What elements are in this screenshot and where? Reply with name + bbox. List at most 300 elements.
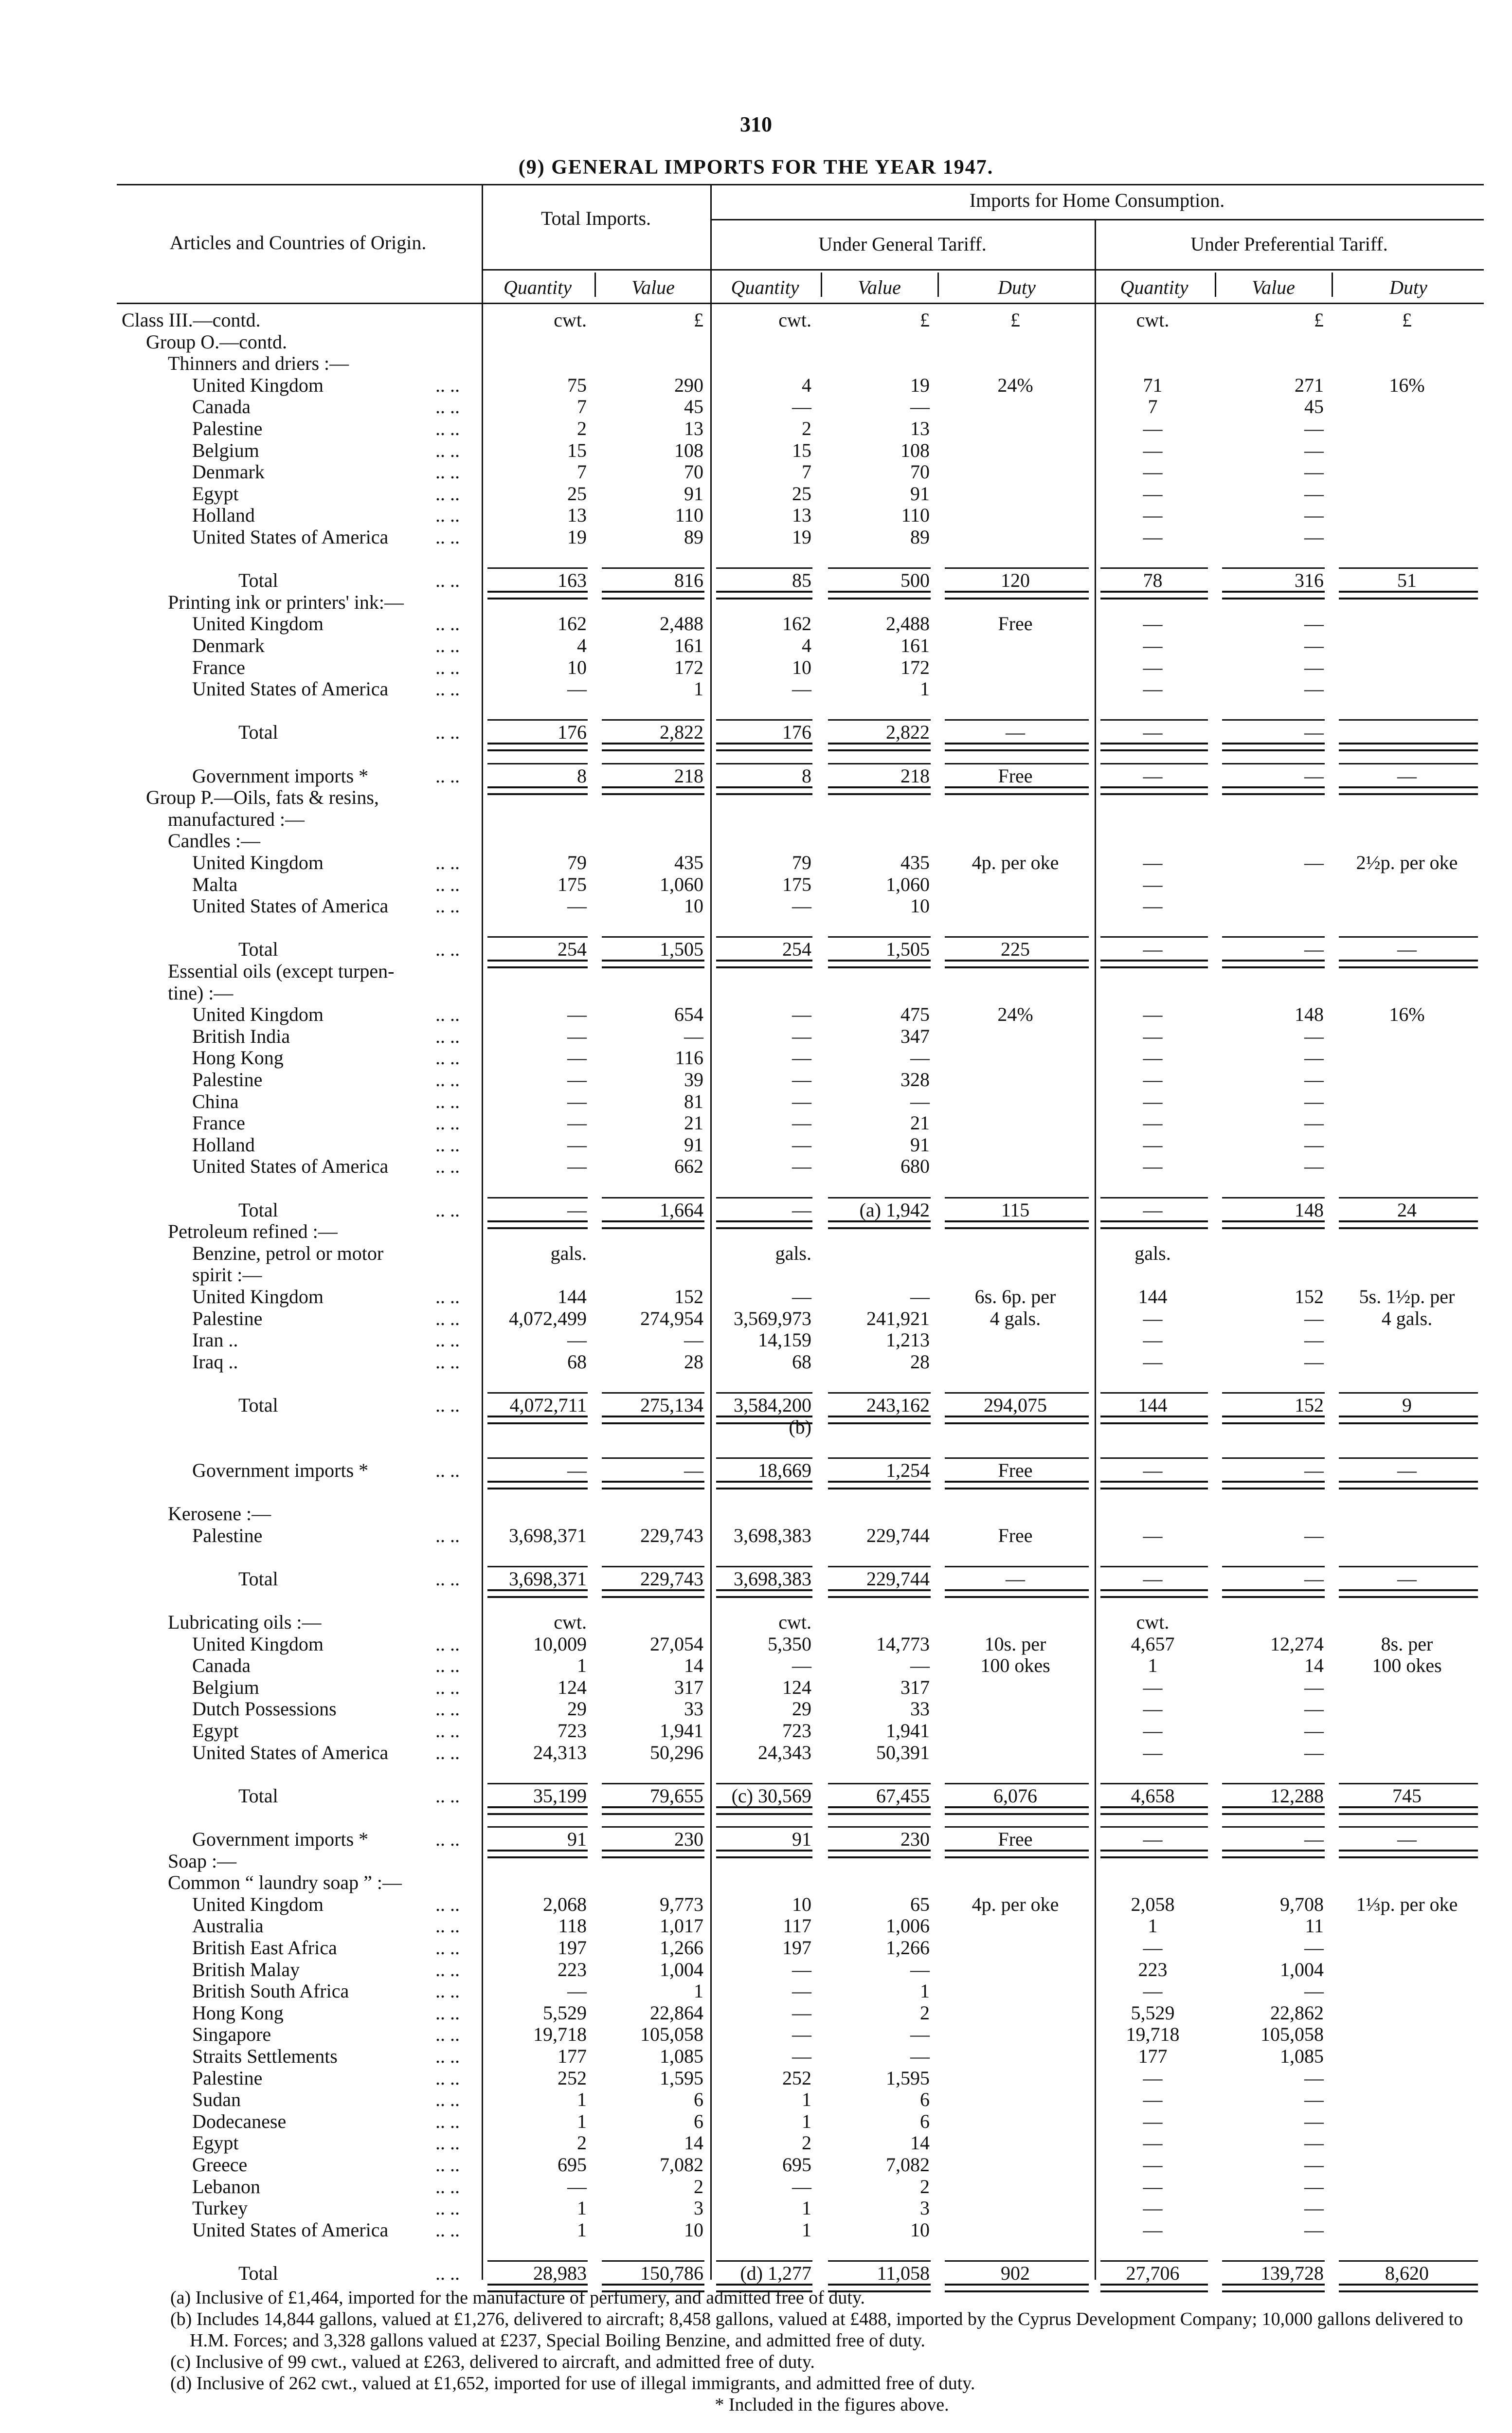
cell-general-duty: — bbox=[1006, 1567, 1025, 1590]
cell-total-quantity: 1 bbox=[577, 2197, 587, 2219]
cell-preferential-quantity: — bbox=[1143, 635, 1163, 656]
table-row bbox=[0, 786, 1512, 808]
row-label: France bbox=[192, 656, 245, 678]
table-row bbox=[0, 1351, 1512, 1373]
cell-total-value: — bbox=[684, 1329, 703, 1351]
cell-general-value: 6 bbox=[920, 2088, 930, 2111]
leader-dots: .. .. bbox=[435, 656, 460, 678]
leader-dots: .. .. bbox=[435, 1155, 460, 1178]
cell-general-quantity: — bbox=[792, 2023, 811, 2046]
leader-dots: .. .. bbox=[435, 2218, 460, 2241]
cell-general-value: 161 bbox=[900, 635, 930, 656]
header-general-tariff: Under General Tariff. bbox=[818, 233, 987, 255]
cell-total-quantity: — bbox=[567, 1980, 587, 2002]
cell-preferential-quantity: — bbox=[1143, 656, 1163, 678]
cell-total-value: 1,664 bbox=[660, 1198, 703, 1221]
row-label: United States of America bbox=[192, 526, 389, 548]
cell-general-value: 230 bbox=[900, 1828, 930, 1850]
cell-preferential-value: — bbox=[1304, 1828, 1324, 1850]
cell-general-duty: 24% bbox=[997, 1003, 1033, 1026]
cell-total-value: 1,017 bbox=[660, 1915, 703, 1937]
cell-general-value: 1,254 bbox=[886, 1459, 930, 1481]
leader-dots: .. .. bbox=[435, 1937, 460, 1959]
total-row bbox=[0, 938, 1512, 960]
cell-preferential-quantity: 71 bbox=[1143, 374, 1163, 396]
cell-general-duty: 10s. per bbox=[984, 1633, 1046, 1655]
cell-total-quantity: 68 bbox=[567, 1350, 587, 1373]
cell-total-value: 1,085 bbox=[660, 2045, 703, 2067]
row-label: Dutch Possessions bbox=[192, 1698, 337, 1720]
cell-preferential-value: 105,058 bbox=[1260, 2023, 1324, 2046]
cell-preferential-value: — bbox=[1304, 656, 1324, 678]
cell-general-quantity: 252 bbox=[782, 2067, 811, 2089]
total-row bbox=[0, 1785, 1512, 1807]
table-row bbox=[0, 2176, 1512, 2197]
cell-preferential-value: — bbox=[1304, 2154, 1324, 2176]
cell-total-quantity: — bbox=[567, 1155, 587, 1178]
cell-general-value: 1,060 bbox=[886, 873, 930, 895]
cell-preferential-quantity: — bbox=[1143, 1720, 1163, 1742]
cell-general-quantity: 162 bbox=[782, 613, 811, 635]
table-row bbox=[0, 526, 1512, 548]
cell-preferential-quantity: — bbox=[1143, 2132, 1163, 2154]
cell-total-value: 229,743 bbox=[640, 1567, 703, 1590]
row-label: Dodecanese bbox=[192, 2110, 287, 2132]
cell-general-quantity: — bbox=[792, 1155, 811, 1178]
cell-total-value: 10 bbox=[684, 2218, 703, 2241]
leader-dots: .. .. bbox=[435, 873, 460, 895]
cell-preferential-duty: 8,620 bbox=[1385, 2262, 1429, 2284]
footnote-a: (a) Inclusive of £1,464, imported for the manufacture of perfumery, and admitted free of duty. bbox=[170, 2288, 865, 2308]
cell-total-quantity: 124 bbox=[558, 1676, 587, 1698]
cell-preferential-value: — bbox=[1304, 1720, 1324, 1742]
row-label: Total bbox=[238, 1784, 278, 1807]
table-row bbox=[0, 2088, 1512, 2110]
cell-general-quantity: — bbox=[792, 1069, 811, 1090]
table-row bbox=[0, 1155, 1512, 1177]
cell-total-value: 28 bbox=[684, 1350, 703, 1373]
cell-preferential-value: — bbox=[1304, 439, 1324, 461]
leader-dots: .. .. bbox=[435, 1524, 460, 1546]
cell-preferential-value: — bbox=[1304, 1524, 1324, 1546]
row-label: British India bbox=[192, 1025, 290, 1047]
cell-preferential-quantity: cwt. bbox=[1136, 1611, 1170, 1633]
cell-general-value: — bbox=[910, 2023, 930, 2046]
cell-total-quantity: 3,698,371 bbox=[509, 1567, 587, 1590]
cell-preferential-value: — bbox=[1304, 1741, 1324, 1763]
header-preferential-tariff: Under Preferential Tariff. bbox=[1190, 233, 1388, 255]
cell-general-duty: 115 bbox=[1001, 1198, 1030, 1221]
cell-total-quantity: 1 bbox=[577, 2110, 587, 2132]
table-row bbox=[0, 1915, 1512, 1937]
cell-general-quantity: 197 bbox=[782, 1937, 811, 1959]
cell-total-quantity: 5,529 bbox=[543, 2001, 587, 2024]
table-row bbox=[0, 1959, 1512, 1980]
cell-preferential-quantity: 78 bbox=[1143, 569, 1163, 592]
row-label: United States of America bbox=[192, 1155, 389, 1178]
cell-preferential-duty: 24 bbox=[1397, 1198, 1417, 1221]
header-pref-quantity: Quantity bbox=[1120, 276, 1188, 298]
cell-total-value: 105,058 bbox=[640, 2023, 703, 2046]
cell-total-quantity: 175 bbox=[558, 873, 587, 895]
table-row bbox=[0, 1003, 1512, 1025]
cell-general-quantity: 7 bbox=[802, 461, 811, 483]
table-row bbox=[0, 1720, 1512, 1742]
cell-preferential-value: 12,274 bbox=[1270, 1633, 1324, 1655]
cell-general-value: 65 bbox=[910, 1893, 930, 1915]
row-label: United Kingdom bbox=[192, 1633, 324, 1655]
cell-total-value: — bbox=[684, 1459, 703, 1481]
cell-preferential-value: — bbox=[1304, 635, 1324, 656]
cell-general-value: 10 bbox=[910, 895, 930, 917]
cell-total-quantity: — bbox=[567, 1047, 587, 1069]
cell-general-value: 89 bbox=[910, 526, 930, 548]
cell-preferential-quantity: cwt. bbox=[1136, 309, 1170, 331]
table-row bbox=[0, 591, 1512, 613]
row-label: United Kingdom bbox=[192, 852, 324, 873]
cell-general-quantity: 1 bbox=[802, 2088, 811, 2111]
leader-dots: .. .. bbox=[435, 1025, 460, 1047]
cell-general-quantity: 91 bbox=[792, 1828, 811, 1850]
cell-preferential-quantity: — bbox=[1143, 1112, 1163, 1134]
cell-general-value: 33 bbox=[910, 1698, 930, 1720]
cell-general-quantity: — bbox=[792, 1958, 811, 1980]
cell-total-value: 1,941 bbox=[660, 1720, 703, 1742]
cell-preferential-quantity: — bbox=[1143, 938, 1163, 961]
cell-preferential-value: — bbox=[1304, 418, 1324, 439]
cell-preferential-value: — bbox=[1304, 2088, 1324, 2111]
cell-general-duty: 4p. per oke bbox=[972, 852, 1059, 873]
cell-total-quantity: 4,072,499 bbox=[509, 1307, 587, 1329]
row-label: Iraq .. bbox=[192, 1350, 238, 1373]
page-number: 310 bbox=[740, 112, 772, 136]
cell-total-value: 435 bbox=[674, 852, 703, 873]
cell-total-quantity: 13 bbox=[567, 504, 587, 527]
cell-general-value: 317 bbox=[900, 1676, 930, 1698]
cell-general-value: 13 bbox=[910, 418, 930, 439]
cell-total-quantity: 75 bbox=[567, 374, 587, 396]
cell-total-value: 79,655 bbox=[650, 1784, 703, 1807]
cell-preferential-quantity: 1 bbox=[1148, 1654, 1158, 1677]
leader-dots: .. .. bbox=[435, 613, 460, 635]
cell-general-quantity: 176 bbox=[782, 721, 811, 744]
leader-dots: .. .. bbox=[435, 2154, 460, 2176]
cell-preferential-value: 148 bbox=[1295, 1198, 1324, 1221]
cell-preferential-quantity: — bbox=[1143, 2110, 1163, 2132]
leader-dots: .. .. bbox=[435, 2132, 460, 2154]
cell-total-value: 172 bbox=[674, 656, 703, 678]
cell-total-value: 33 bbox=[684, 1698, 703, 1720]
cell-general-quantity: 18,669 bbox=[758, 1459, 811, 1481]
cell-general-quantity: 723 bbox=[782, 1720, 811, 1742]
cell-total-quantity: 252 bbox=[558, 2067, 587, 2089]
cell-general-quantity: 10 bbox=[792, 656, 811, 678]
table-row bbox=[0, 873, 1512, 895]
cell-total-quantity: — bbox=[567, 1003, 587, 1026]
cell-preferential-quantity: — bbox=[1143, 2154, 1163, 2176]
table-row bbox=[0, 1329, 1512, 1351]
leader-dots: .. .. bbox=[435, 374, 460, 396]
cell-general-quantity: 3,584,200 bbox=[734, 1394, 811, 1416]
cell-total-quantity: 695 bbox=[558, 2154, 587, 2176]
cell-general-value: 3 bbox=[920, 2197, 930, 2219]
cell-preferential-value: — bbox=[1304, 482, 1324, 505]
row-label: Greece bbox=[192, 2154, 248, 2176]
row-label: Australia bbox=[192, 1915, 264, 1937]
cell-general-value: 21 bbox=[910, 1112, 930, 1134]
cell-preferential-quantity: 7 bbox=[1148, 396, 1158, 418]
cell-general-quantity: 254 bbox=[782, 938, 811, 961]
cell-general-duty: 6s. 6p. per bbox=[974, 1286, 1056, 1307]
cell-total-value: — bbox=[684, 1025, 703, 1047]
cell-preferential-quantity: 5,529 bbox=[1131, 2001, 1175, 2024]
cell-total-quantity: 7 bbox=[577, 461, 587, 483]
table-row bbox=[0, 1069, 1512, 1090]
cell-total-value: 274,954 bbox=[640, 1307, 703, 1329]
cell-total-value: 229,743 bbox=[640, 1524, 703, 1546]
header-pref-duty: Duty bbox=[1389, 276, 1427, 298]
cell-total-value: 1,505 bbox=[660, 938, 703, 961]
cell-preferential-duty: 9 bbox=[1402, 1394, 1412, 1416]
cell-preferential-quantity: — bbox=[1143, 2197, 1163, 2219]
cell-general-quantity: (d) 1,277 bbox=[740, 2262, 811, 2284]
leader-dots: .. .. bbox=[435, 569, 460, 592]
row-label: Petroleum refined :— bbox=[168, 1220, 338, 1243]
row-label: Hong Kong bbox=[192, 1047, 284, 1069]
cell-preferential-value: — bbox=[1304, 1937, 1324, 1959]
cell-preferential-value: — bbox=[1304, 2218, 1324, 2241]
cell-general-value: 328 bbox=[900, 1069, 930, 1090]
row-label: Malta bbox=[192, 873, 238, 895]
cell-preferential-quantity: — bbox=[1143, 2175, 1163, 2197]
cell-general-duty: 4p. per oke bbox=[972, 1893, 1059, 1915]
row-label: Canada bbox=[192, 1654, 251, 1677]
cell-general-value: 6 bbox=[920, 2110, 930, 2132]
row-label: Palestine bbox=[192, 1524, 263, 1546]
cell-total-value: 13 bbox=[684, 418, 703, 439]
leader-dots: .. .. bbox=[435, 721, 460, 744]
row-label: Government imports * bbox=[192, 1459, 369, 1481]
cell-preferential-value: — bbox=[1304, 461, 1324, 483]
cell-total-quantity: 4,072,711 bbox=[509, 1394, 587, 1416]
cell-preferential-quantity: — bbox=[1143, 1155, 1163, 1178]
cell-preferential-duty: 5s. 1½p. per bbox=[1359, 1286, 1455, 1307]
table-row bbox=[0, 1047, 1512, 1069]
leader-dots: .. .. bbox=[435, 1654, 460, 1677]
row-label: Egypt bbox=[192, 1720, 239, 1742]
cell-total-quantity: cwt. bbox=[554, 1611, 587, 1633]
table-row bbox=[0, 1633, 1512, 1655]
cell-total-quantity: 19 bbox=[567, 526, 587, 548]
cell-preferential-quantity: — bbox=[1143, 2088, 1163, 2111]
row-label: Total bbox=[238, 569, 278, 592]
row-label: United Kingdom bbox=[192, 1893, 324, 1915]
cell-preferential-value: — bbox=[1304, 2175, 1324, 2197]
leader-dots: .. .. bbox=[435, 1286, 460, 1307]
cell-total-value: 150,786 bbox=[640, 2262, 703, 2284]
cell-total-value: 161 bbox=[674, 635, 703, 656]
table-row bbox=[0, 1503, 1512, 1525]
cell-general-quantity: 4 bbox=[802, 635, 811, 656]
cell-preferential-quantity: — bbox=[1143, 526, 1163, 548]
cell-preferential-quantity: — bbox=[1143, 482, 1163, 505]
cell-preferential-quantity: — bbox=[1143, 1741, 1163, 1763]
header-pref-value: Value bbox=[1252, 276, 1295, 298]
cell-preferential-quantity: — bbox=[1143, 1047, 1163, 1069]
cell-general-quantity: 4 bbox=[802, 374, 811, 396]
cell-general-quantity: 85 bbox=[792, 569, 811, 592]
cell-preferential-value: — bbox=[1304, 1980, 1324, 2002]
cell-total-value: 2 bbox=[694, 2175, 703, 2197]
cell-preferential-quantity: 4,657 bbox=[1131, 1633, 1175, 1655]
cell-general-quantity: 25 bbox=[792, 482, 811, 505]
cell-general-value: — bbox=[910, 1286, 930, 1307]
cell-total-value: 110 bbox=[675, 504, 703, 527]
cell-preferential-value: — bbox=[1304, 1698, 1324, 1720]
row-label: Total bbox=[238, 2262, 278, 2284]
cell-general-value: 1,505 bbox=[886, 938, 930, 961]
cell-preferential-value: — bbox=[1304, 1676, 1324, 1698]
cell-general-value: 50,391 bbox=[876, 1741, 930, 1763]
cell-preferential-quantity: 144 bbox=[1138, 1394, 1168, 1416]
cell-total-value: 662 bbox=[674, 1155, 703, 1178]
cell-preferential-value: 9,708 bbox=[1280, 1893, 1324, 1915]
cell-preferential-quantity: — bbox=[1143, 764, 1163, 787]
row-label: Holland bbox=[192, 504, 255, 527]
table-row bbox=[0, 1525, 1512, 1546]
table-row bbox=[0, 374, 1512, 396]
header-total-quantity: Quantity bbox=[504, 276, 572, 298]
cell-general-value: 2,822 bbox=[886, 721, 930, 744]
table-row bbox=[0, 1242, 1512, 1264]
cell-total-quantity: 25 bbox=[567, 482, 587, 505]
table-row bbox=[0, 1742, 1512, 1763]
table-row bbox=[0, 1264, 1512, 1286]
row-label: Class III.—contd. bbox=[122, 309, 261, 331]
cell-total-value: 654 bbox=[674, 1003, 703, 1026]
cell-general-quantity: gals. bbox=[775, 1242, 811, 1264]
cell-preferential-duty: 16% bbox=[1389, 1003, 1425, 1026]
cell-total-quantity: 723 bbox=[558, 1720, 587, 1742]
cell-preferential-value: — bbox=[1304, 1567, 1324, 1590]
cell-preferential-value: 45 bbox=[1304, 396, 1324, 418]
leader-dots: .. .. bbox=[435, 2088, 460, 2111]
leader-dots: .. .. bbox=[435, 1784, 460, 1807]
cell-general-duty: Free bbox=[998, 1459, 1033, 1481]
cell-general-quantity: 2 bbox=[802, 2132, 811, 2154]
cell-preferential-value: — bbox=[1304, 1090, 1324, 1112]
cell-general-quantity: 3,698,383 bbox=[734, 1524, 811, 1546]
row-label: British South Africa bbox=[192, 1980, 349, 2002]
cell-total-quantity: cwt. bbox=[554, 309, 587, 331]
cell-general-value: 1 bbox=[920, 1980, 930, 2002]
cell-preferential-value: 152 bbox=[1295, 1394, 1324, 1416]
row-label: tine) :— bbox=[168, 981, 234, 1004]
cell-general-quantity: 13 bbox=[792, 504, 811, 527]
cell-preferential-quantity: — bbox=[1143, 1307, 1163, 1329]
cell-total-value: 816 bbox=[674, 569, 703, 592]
table-row bbox=[0, 352, 1512, 374]
cell-preferential-value: 1,085 bbox=[1280, 2045, 1324, 2067]
row-label: spirit :— bbox=[192, 1264, 262, 1286]
cell-preferential-quantity: — bbox=[1143, 613, 1163, 635]
cell-general-quantity: — bbox=[792, 1286, 811, 1307]
leader-dots: .. .. bbox=[435, 1394, 460, 1416]
cell-total-quantity: 162 bbox=[558, 613, 587, 635]
cell-general-value: 11,058 bbox=[877, 2262, 930, 2284]
cell-general-value: 110 bbox=[901, 504, 930, 527]
table-row bbox=[0, 635, 1512, 656]
cell-total-quantity: 1 bbox=[577, 2088, 587, 2111]
cell-general-duty: 6,076 bbox=[993, 1784, 1037, 1807]
cell-total-value: 89 bbox=[684, 526, 703, 548]
cell-total-quantity: 24,313 bbox=[533, 1741, 587, 1763]
cell-general-quantity: 68 bbox=[792, 1350, 811, 1373]
table-row bbox=[0, 1611, 1512, 1633]
row-label: Thinners and driers :— bbox=[168, 352, 349, 375]
row-label: Total bbox=[238, 1394, 278, 1416]
cell-total-quantity: — bbox=[567, 1025, 587, 1047]
cell-general-duty: £ bbox=[1010, 309, 1020, 331]
cell-preferential-value: — bbox=[1304, 678, 1324, 700]
table-row bbox=[0, 895, 1512, 917]
leader-dots: .. .. bbox=[435, 764, 460, 787]
table-row bbox=[0, 830, 1512, 852]
leader-dots: .. .. bbox=[435, 1090, 460, 1112]
leader-dots: .. .. bbox=[435, 1633, 460, 1655]
leader-dots: .. .. bbox=[435, 895, 460, 917]
cell-preferential-quantity: 27,706 bbox=[1126, 2262, 1180, 2284]
table-row bbox=[0, 2132, 1512, 2154]
table-row bbox=[0, 1025, 1512, 1047]
cell-preferential-quantity: — bbox=[1143, 1828, 1163, 1850]
cell-general-quantity: — bbox=[792, 396, 811, 418]
leader-dots: .. .. bbox=[435, 418, 460, 439]
cell-general-value: 218 bbox=[900, 764, 930, 787]
cell-preferential-quantity: 19,718 bbox=[1126, 2023, 1180, 2046]
table-row bbox=[0, 1307, 1512, 1329]
cell-general-quantity: — bbox=[792, 678, 811, 700]
cell-total-value: 91 bbox=[684, 482, 703, 505]
cell-preferential-quantity: — bbox=[1143, 418, 1163, 439]
cell-preferential-duty: 2½p. per oke bbox=[1356, 852, 1458, 873]
cell-total-quantity: 10 bbox=[567, 656, 587, 678]
cell-preferential-quantity: — bbox=[1143, 678, 1163, 700]
cell-general-value: 347 bbox=[900, 1025, 930, 1047]
row-label: Government imports * bbox=[192, 1828, 369, 1850]
row-label: Palestine bbox=[192, 2067, 263, 2089]
cell-preferential-value: — bbox=[1304, 1329, 1324, 1351]
cell-preferential-value: — bbox=[1304, 2067, 1324, 2089]
row-label: France bbox=[192, 1112, 245, 1134]
row-label: Kerosene :— bbox=[168, 1503, 271, 1525]
table-row bbox=[0, 982, 1512, 1004]
cell-total-value: £ bbox=[694, 309, 703, 331]
row-label: British East Africa bbox=[192, 1937, 337, 1959]
cell-total-value: 39 bbox=[684, 1069, 703, 1090]
cell-preferential-value: — bbox=[1304, 1350, 1324, 1373]
row-label: British Malay bbox=[192, 1958, 300, 1980]
cell-total-quantity: gals. bbox=[550, 1242, 587, 1264]
cell-total-quantity: 254 bbox=[558, 938, 587, 961]
table-row bbox=[0, 504, 1512, 526]
cell-preferential-quantity: — bbox=[1143, 721, 1163, 744]
footnotes bbox=[170, 2287, 1494, 2415]
cell-total-quantity: 28,983 bbox=[533, 2262, 587, 2284]
table-row bbox=[0, 2067, 1512, 2089]
cell-general-quantity: 1 bbox=[802, 2110, 811, 2132]
table-row bbox=[0, 439, 1512, 461]
